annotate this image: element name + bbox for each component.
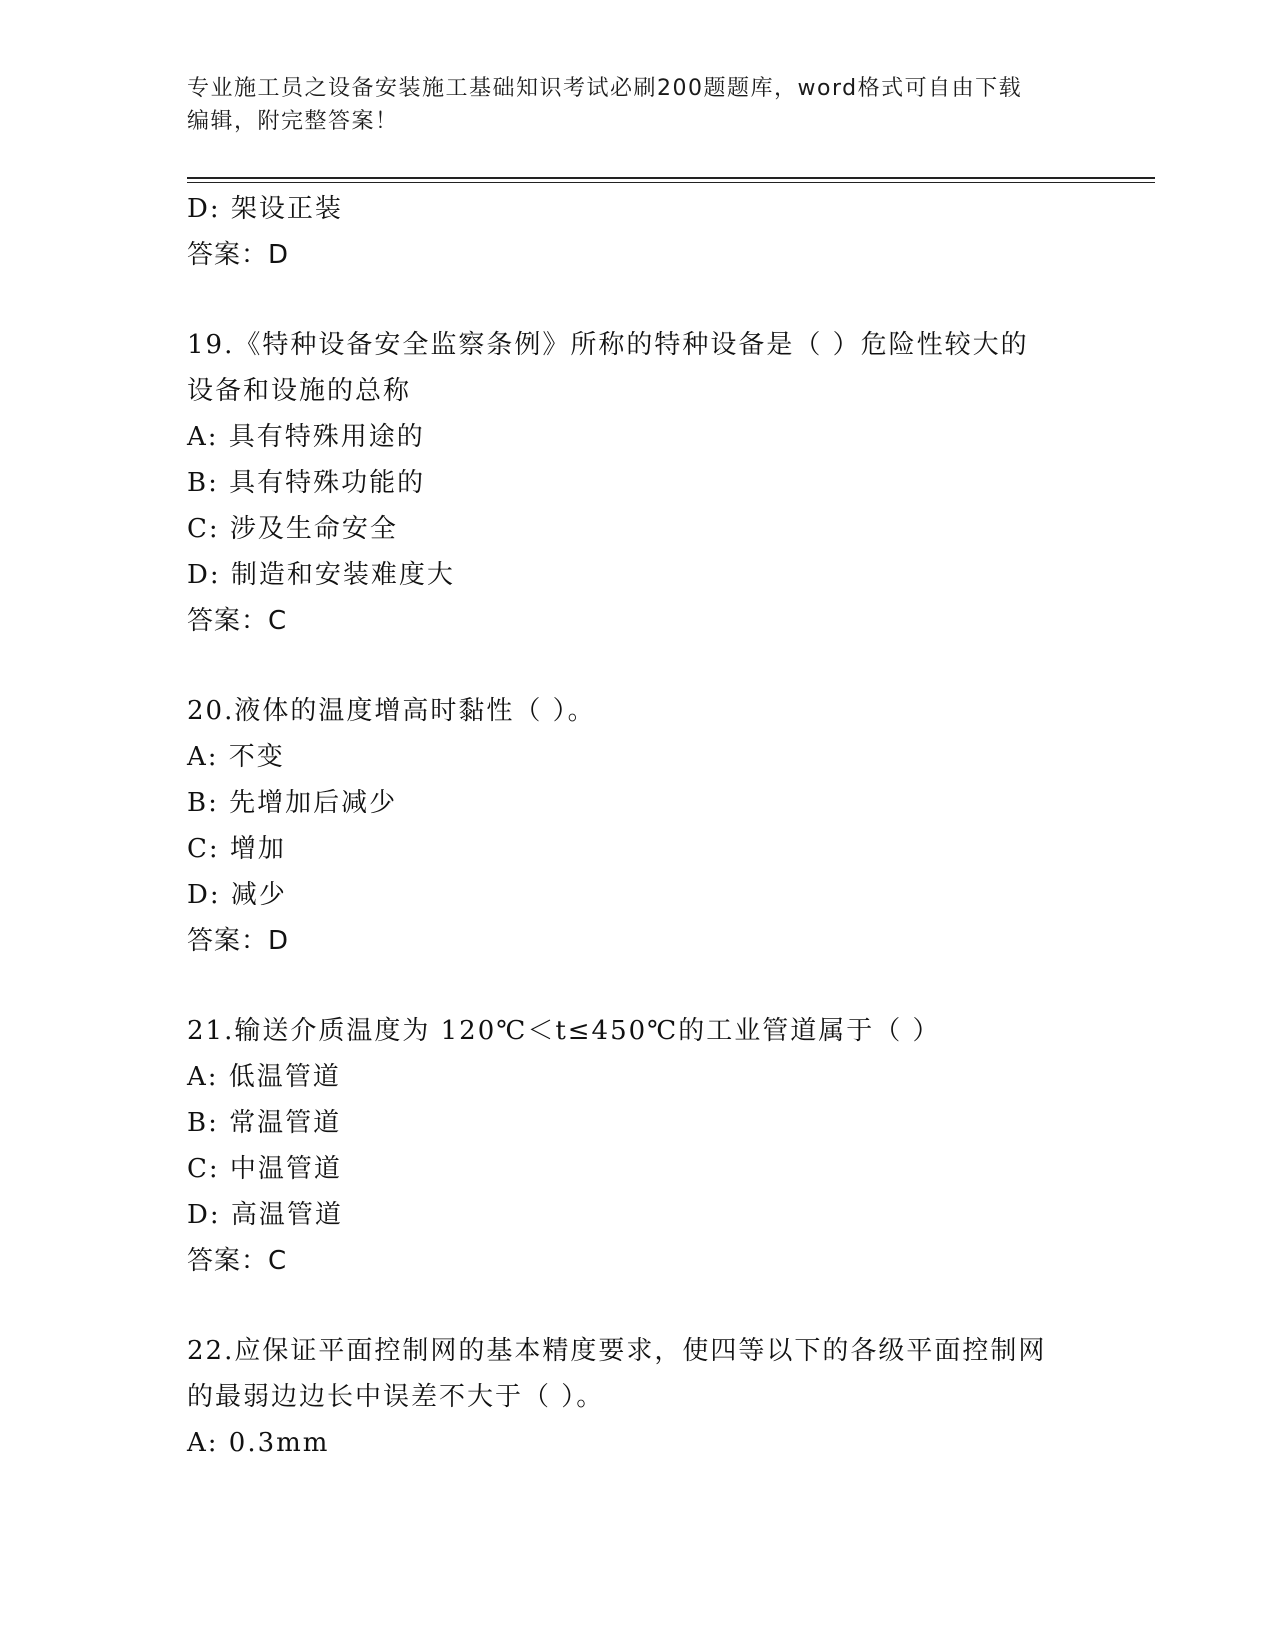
answer-line: 答案：C — [187, 1246, 288, 1276]
question-stem-line-1: 20.液体的温度增高时黏性（ ）。 — [187, 696, 596, 726]
question-20 — [187, 688, 1087, 964]
option-d: D: 减少 — [187, 880, 287, 910]
option-b: B: 常温管道 — [187, 1108, 342, 1138]
question-22 — [187, 1328, 1087, 1466]
option-d: D: 高温管道 — [187, 1200, 343, 1230]
question-21 — [187, 1008, 1087, 1284]
answer-line: 答案：C — [187, 606, 288, 636]
question-18-tail — [187, 186, 1087, 278]
header-title-line-2: 编辑，附完整答案！ — [187, 109, 399, 134]
header-title-line-1: 专业施工员之设备安装施工基础知识考试必刷200题题库，word格式可自由下载 — [187, 76, 1023, 101]
option-d: D: 制造和安装难度大 — [187, 560, 455, 590]
option-c: C: 增加 — [187, 834, 286, 864]
option-c: C: 涉及生命安全 — [187, 514, 398, 544]
question-list — [187, 186, 1087, 1466]
question-stem-line-2: 的最弱边边长中误差不大于（ ）。 — [187, 1382, 605, 1412]
question-stem-line-1: 22.应保证平面控制网的基本精度要求，使四等以下的各级平面控制网 — [187, 1336, 1047, 1366]
option-b: B: 具有特殊功能的 — [187, 468, 426, 498]
header-divider-thick — [187, 177, 1155, 179]
question-stem-line-1: 21.输送介质温度为 120℃＜t≤450℃的工业管道属于（ ） — [187, 1016, 941, 1046]
option-a: A: 具有特殊用途的 — [187, 422, 425, 452]
answer-line: 答案：D — [187, 240, 290, 270]
question-stem-line-2: 设备和设施的总称 — [187, 376, 412, 406]
question-19 — [187, 322, 1087, 644]
question-stem-line-1: 19.《特种设备安全监察条例》所称的特种设备是（ ）危险性较大的 — [187, 330, 1029, 360]
header-divider-thin — [187, 182, 1155, 183]
answer-line: 答案：D — [187, 926, 290, 956]
option-a: A: 不变 — [187, 742, 285, 772]
option-a: A: 低温管道 — [187, 1062, 341, 1092]
option-a: A: 0.3mm — [187, 1428, 330, 1458]
option-c: C: 中温管道 — [187, 1154, 342, 1184]
option-d: D: 架设正装 — [187, 194, 343, 224]
option-b: B: 先增加后减少 — [187, 788, 398, 818]
document-header — [187, 72, 1067, 138]
